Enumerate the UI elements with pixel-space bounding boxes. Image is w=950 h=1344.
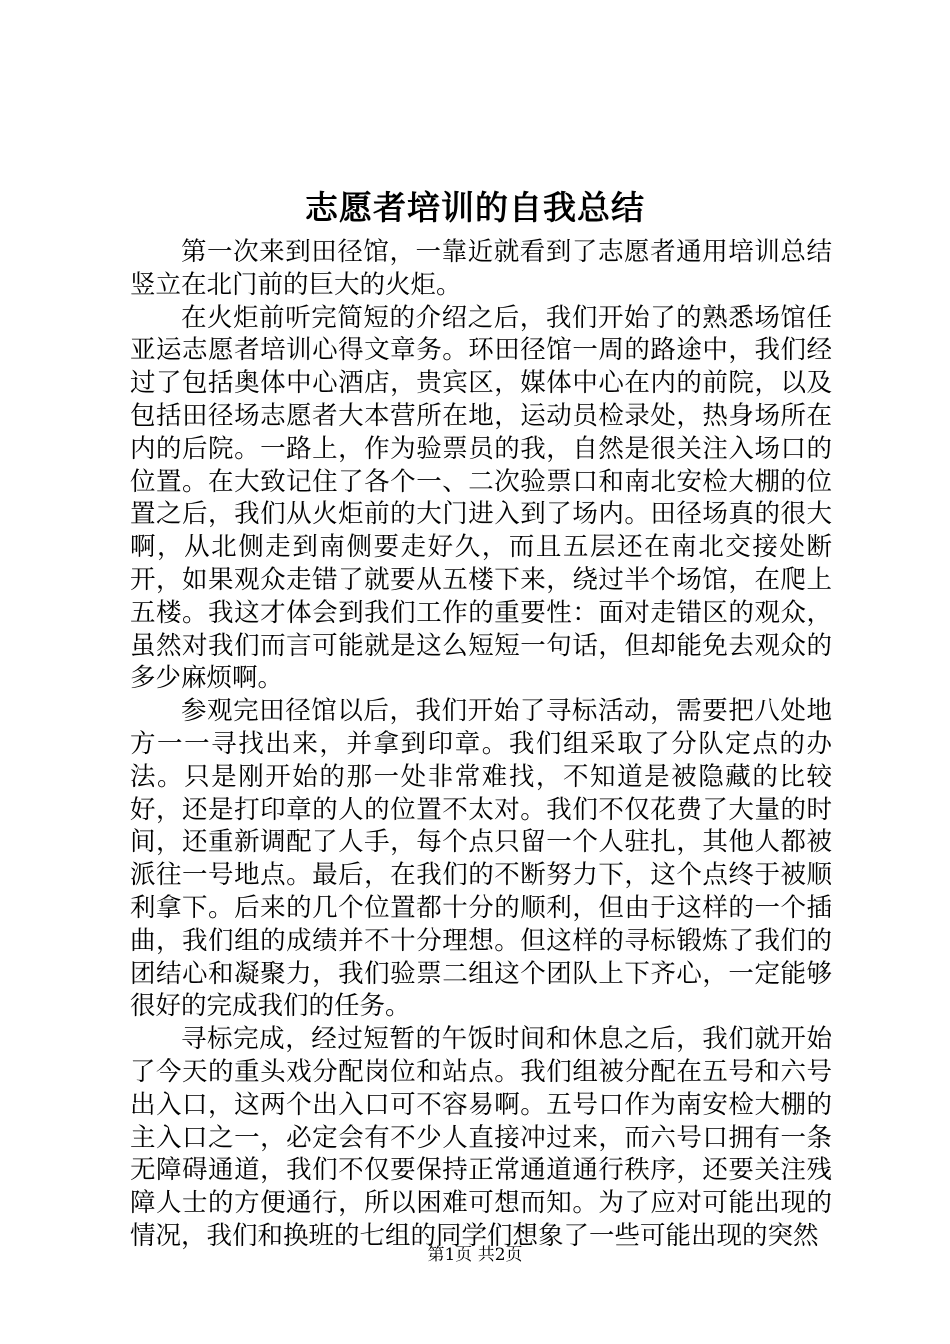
document-body: [130, 236, 832, 1253]
paragraph-4: 寻标完成，经过短暂的午饭时间和休息之后，我们就开始了今天的重头戏分配岗位和站点。我们组被分配在五号和六号出入口，这两个出入口可不容易啊。五号口作为南安检大棚的主入口之一，必定会有不少人直接冲过来，而六号口拥有一条无障碍通道，我们不仅要保持正常通道通行秩序，还要关注残障人士的方便通行，所以困难可想而知。为了应对可能出现的情况，我们和换班的七组的同学们想象了一些可能出现的突然: [130, 1024, 832, 1251]
paragraph-2: 在火炬前听完简短的介绍之后，我们开始了的熟悉场馆任亚运志愿者培训心得文章务。环田径馆一周的路途中，我们经过了包括奥体中心酒店，贵宾区，媒体中心在内的前院，以及包括田径场志愿者大本营所在地，运动员检录处，热身场所在内的后院。一路上，作为验票员的我，自然是很关注入场口的位置。在大致记住了各个一、二次验票口和南北安检大棚的位置之后，我们从火炬前的大门进入到了场内。田径场真的很大啊，从北侧走到南侧要走好久，而且五层还在南北交接处断开，如果观众走错了就要从五楼下来，绕过半个场馆，在爬上五楼。我这才体会到我们工作的重要性：面对走错区的观众，虽然对我们而言可能就是这么短短一句话，但却能免去观众的多少麻烦啊。: [130, 302, 832, 694]
paragraph-3: 参观完田径馆以后，我们开始了寻标活动，需要把八处地方一一寻找出来，并拿到印章。我们组采取了分队定点的办法。只是刚开始的那一处非常难找，不知道是被隐藏的比较好，还是打印章的人的位置不太对。我们不仅花费了大量的时间，还重新调配了人手，每个点只留一个人驻扎，其他人都被派往一号地点。最后，在我们的不断努力下，这个点终于被顺利拿下。后来的几个位置都十分的顺利，但由于这样的一个插曲，我们组的成绩并不十分理想。但这样的寻标锻炼了我们的团结心和凝聚力，我们验票二组这个团队上下齐心，一定能够很好的完成我们的任务。: [130, 696, 832, 1022]
document-title: 志愿者培训的自我总结: [305, 188, 645, 227]
page-footer: 第1页 共2页: [427, 1245, 523, 1265]
paragraph-1: 第一次来到田径馆，一靠近就看到了志愿者通用培训总结竖立在北门前的巨大的火炬。: [130, 237, 832, 300]
